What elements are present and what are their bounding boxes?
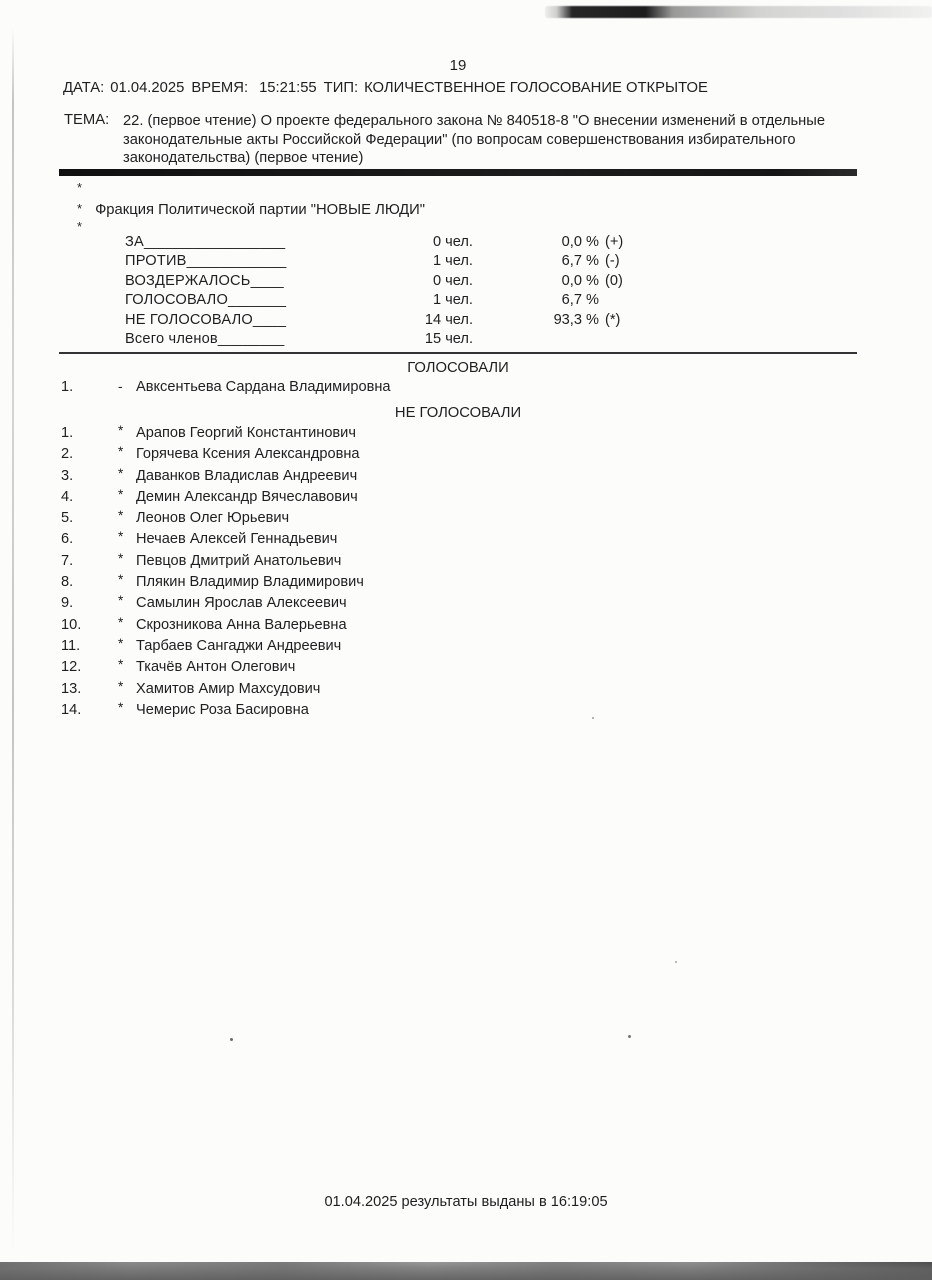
result-percent: 0,0 % — [561, 272, 599, 289]
item-number: 7. — [61, 552, 74, 569]
deputy-name: Певцов Дмитрий Анатольевич — [136, 552, 342, 569]
scan-streak-artifact — [545, 6, 932, 18]
deputy-name: Чемерис Роза Басировна — [136, 701, 309, 718]
item-number: 13. — [61, 680, 82, 697]
deputy-name: Самылин Ярослав Алексеевич — [136, 595, 347, 612]
list-item — [60, 550, 760, 574]
item-mark: * — [118, 444, 124, 460]
result-sign: (0) — [605, 272, 623, 289]
results-row — [125, 253, 685, 272]
voted-list — [60, 379, 760, 400]
item-mark: * — [118, 699, 124, 715]
deputy-name: Плякин Владимир Владимирович — [136, 574, 364, 591]
date-label: ДАТА: — [63, 80, 105, 96]
list-item — [60, 678, 760, 702]
item-mark: * — [118, 657, 124, 673]
item-number: 4. — [61, 488, 74, 505]
result-percent: 6,7 % — [561, 292, 599, 309]
deputy-name: Горячева Ксения Александровна — [136, 446, 360, 463]
item-number: 3. — [61, 467, 74, 484]
item-number: 1. — [61, 379, 74, 395]
scan-speck — [628, 1035, 631, 1038]
date-value: 01.04.2025 — [110, 80, 185, 96]
results-row — [125, 331, 685, 350]
deputy-name: Скрозникова Анна Валерьевна — [136, 616, 347, 633]
result-count: 14 чел. — [424, 311, 473, 328]
deputy-name: Арапов Георгий Константинович — [136, 425, 356, 441]
fraction-title: Фракция Политической партии "НОВЫЕ ЛЮДИ" — [95, 202, 426, 218]
item-number: 1. — [61, 425, 74, 441]
scan-bottom-artifact — [0, 1262, 932, 1280]
deputy-name: Демин Александр Вячеславович — [136, 488, 358, 505]
list-item — [60, 486, 760, 510]
result-label: ПРОТИВ____________ — [125, 253, 287, 270]
asterisk-mark: * — [77, 201, 83, 216]
page-number: 19 — [449, 57, 467, 74]
item-number: 11. — [61, 637, 81, 654]
results-row — [125, 312, 685, 331]
scan-speck — [230, 1038, 233, 1041]
list-item — [60, 510, 760, 531]
scan-speck — [675, 961, 677, 963]
deputy-name: Ткачёв Антон Олегович — [136, 659, 296, 676]
result-label: ЗА_________________ — [125, 234, 286, 250]
deputy-name: Авксентьева Сардана Владимировна — [136, 379, 391, 395]
result-count: 1 чел. — [433, 253, 473, 270]
item-mark: * — [118, 465, 124, 481]
divider-thin — [59, 352, 857, 354]
result-sign: (+) — [605, 234, 624, 250]
not-voted-list — [60, 425, 760, 723]
result-label: НЕ ГОЛОСОВАЛО____ — [125, 311, 287, 328]
result-count: 1 чел. — [433, 292, 473, 309]
asterisk-mark: * — [77, 219, 83, 234]
type-value: КОЛИЧЕСТВЕННОЕ ГОЛОСОВАНИЕ ОТКРЫТОЕ — [364, 80, 708, 96]
result-label: ГОЛОСОВАЛО_______ — [125, 292, 287, 309]
result-count: 0 чел. — [433, 272, 473, 289]
not-voted-section-header: НЕ ГОЛОСОВАЛИ — [394, 405, 522, 421]
list-item — [60, 635, 760, 659]
item-mark: * — [118, 593, 124, 609]
page-edge-line — [12, 28, 14, 1256]
result-percent: 6,7 % — [561, 253, 599, 270]
item-mark: * — [118, 572, 124, 588]
item-number: 10. — [61, 616, 82, 633]
list-item — [60, 425, 760, 446]
list-item — [60, 465, 760, 489]
list-item — [60, 699, 760, 723]
voted-section-header: ГОЛОСОВАЛИ — [407, 360, 509, 376]
result-label: Всего членов________ — [125, 330, 285, 347]
result-count: 15 чел. — [424, 330, 473, 347]
divider-thick — [59, 169, 857, 176]
time-value: 15:21:55 — [259, 80, 317, 96]
results-row — [125, 234, 685, 253]
meta-line — [63, 80, 883, 96]
footer-timestamp: 01.04.2025 результаты выданы в 16:19:05 — [324, 1194, 608, 1210]
list-item — [60, 614, 760, 638]
item-number: 14. — [61, 701, 82, 718]
results-table — [125, 234, 685, 350]
item-mark: * — [118, 614, 124, 630]
item-mark: * — [118, 635, 124, 651]
item-mark: * — [118, 508, 124, 524]
list-item — [60, 446, 760, 467]
list-item — [60, 379, 760, 400]
asterisk-mark: * — [77, 180, 83, 195]
result-sign: (*) — [605, 311, 621, 328]
result-percent: 0,0 % — [561, 234, 599, 250]
fraction-title-row — [77, 201, 425, 218]
item-number: 12. — [61, 659, 82, 676]
result-count: 0 чел. — [433, 234, 473, 250]
result-sign: (-) — [605, 253, 620, 270]
topic-text: 22. (первое чтение) О проекте федерального закона № 840518-8 "О внесении изменений в отдельные законодательные акты Российской Федерации" (по вопросам совершенствования избирательного законодательства) (первое чтение) — [123, 113, 826, 166]
time-label: ВРЕМЯ: — [191, 80, 249, 96]
list-item — [60, 659, 760, 680]
results-row — [125, 292, 685, 311]
item-mark: * — [118, 423, 124, 438]
deputy-name: Хамитов Амир Махсудович — [136, 680, 321, 697]
list-item — [60, 531, 760, 552]
result-label: ВОЗДЕРЖАЛОСЬ____ — [125, 272, 284, 289]
item-mark: * — [118, 550, 124, 566]
item-mark: * — [118, 486, 124, 502]
results-row — [125, 273, 685, 292]
item-number: 6. — [61, 531, 74, 548]
item-mark: * — [118, 678, 124, 694]
item-mark: * — [118, 529, 124, 545]
deputy-name: Леонов Олег Юрьевич — [136, 510, 290, 527]
item-number: 9. — [61, 595, 74, 612]
deputy-name: Тарбаев Сангаджи Андреевич — [136, 637, 342, 654]
item-number: 5. — [61, 510, 74, 527]
result-percent: 93,3 % — [553, 311, 599, 328]
item-number: 2. — [61, 446, 74, 463]
list-item — [60, 574, 760, 595]
topic-label: ТЕМА: — [64, 112, 110, 128]
deputy-name: Даванков Владислав Андреевич — [136, 467, 358, 484]
deputy-name: Нечаев Алексей Геннадьевич — [136, 531, 338, 548]
item-mark: - — [118, 379, 123, 394]
type-label: ТИП: — [323, 80, 359, 96]
item-number: 8. — [61, 574, 74, 591]
list-item — [60, 595, 760, 616]
